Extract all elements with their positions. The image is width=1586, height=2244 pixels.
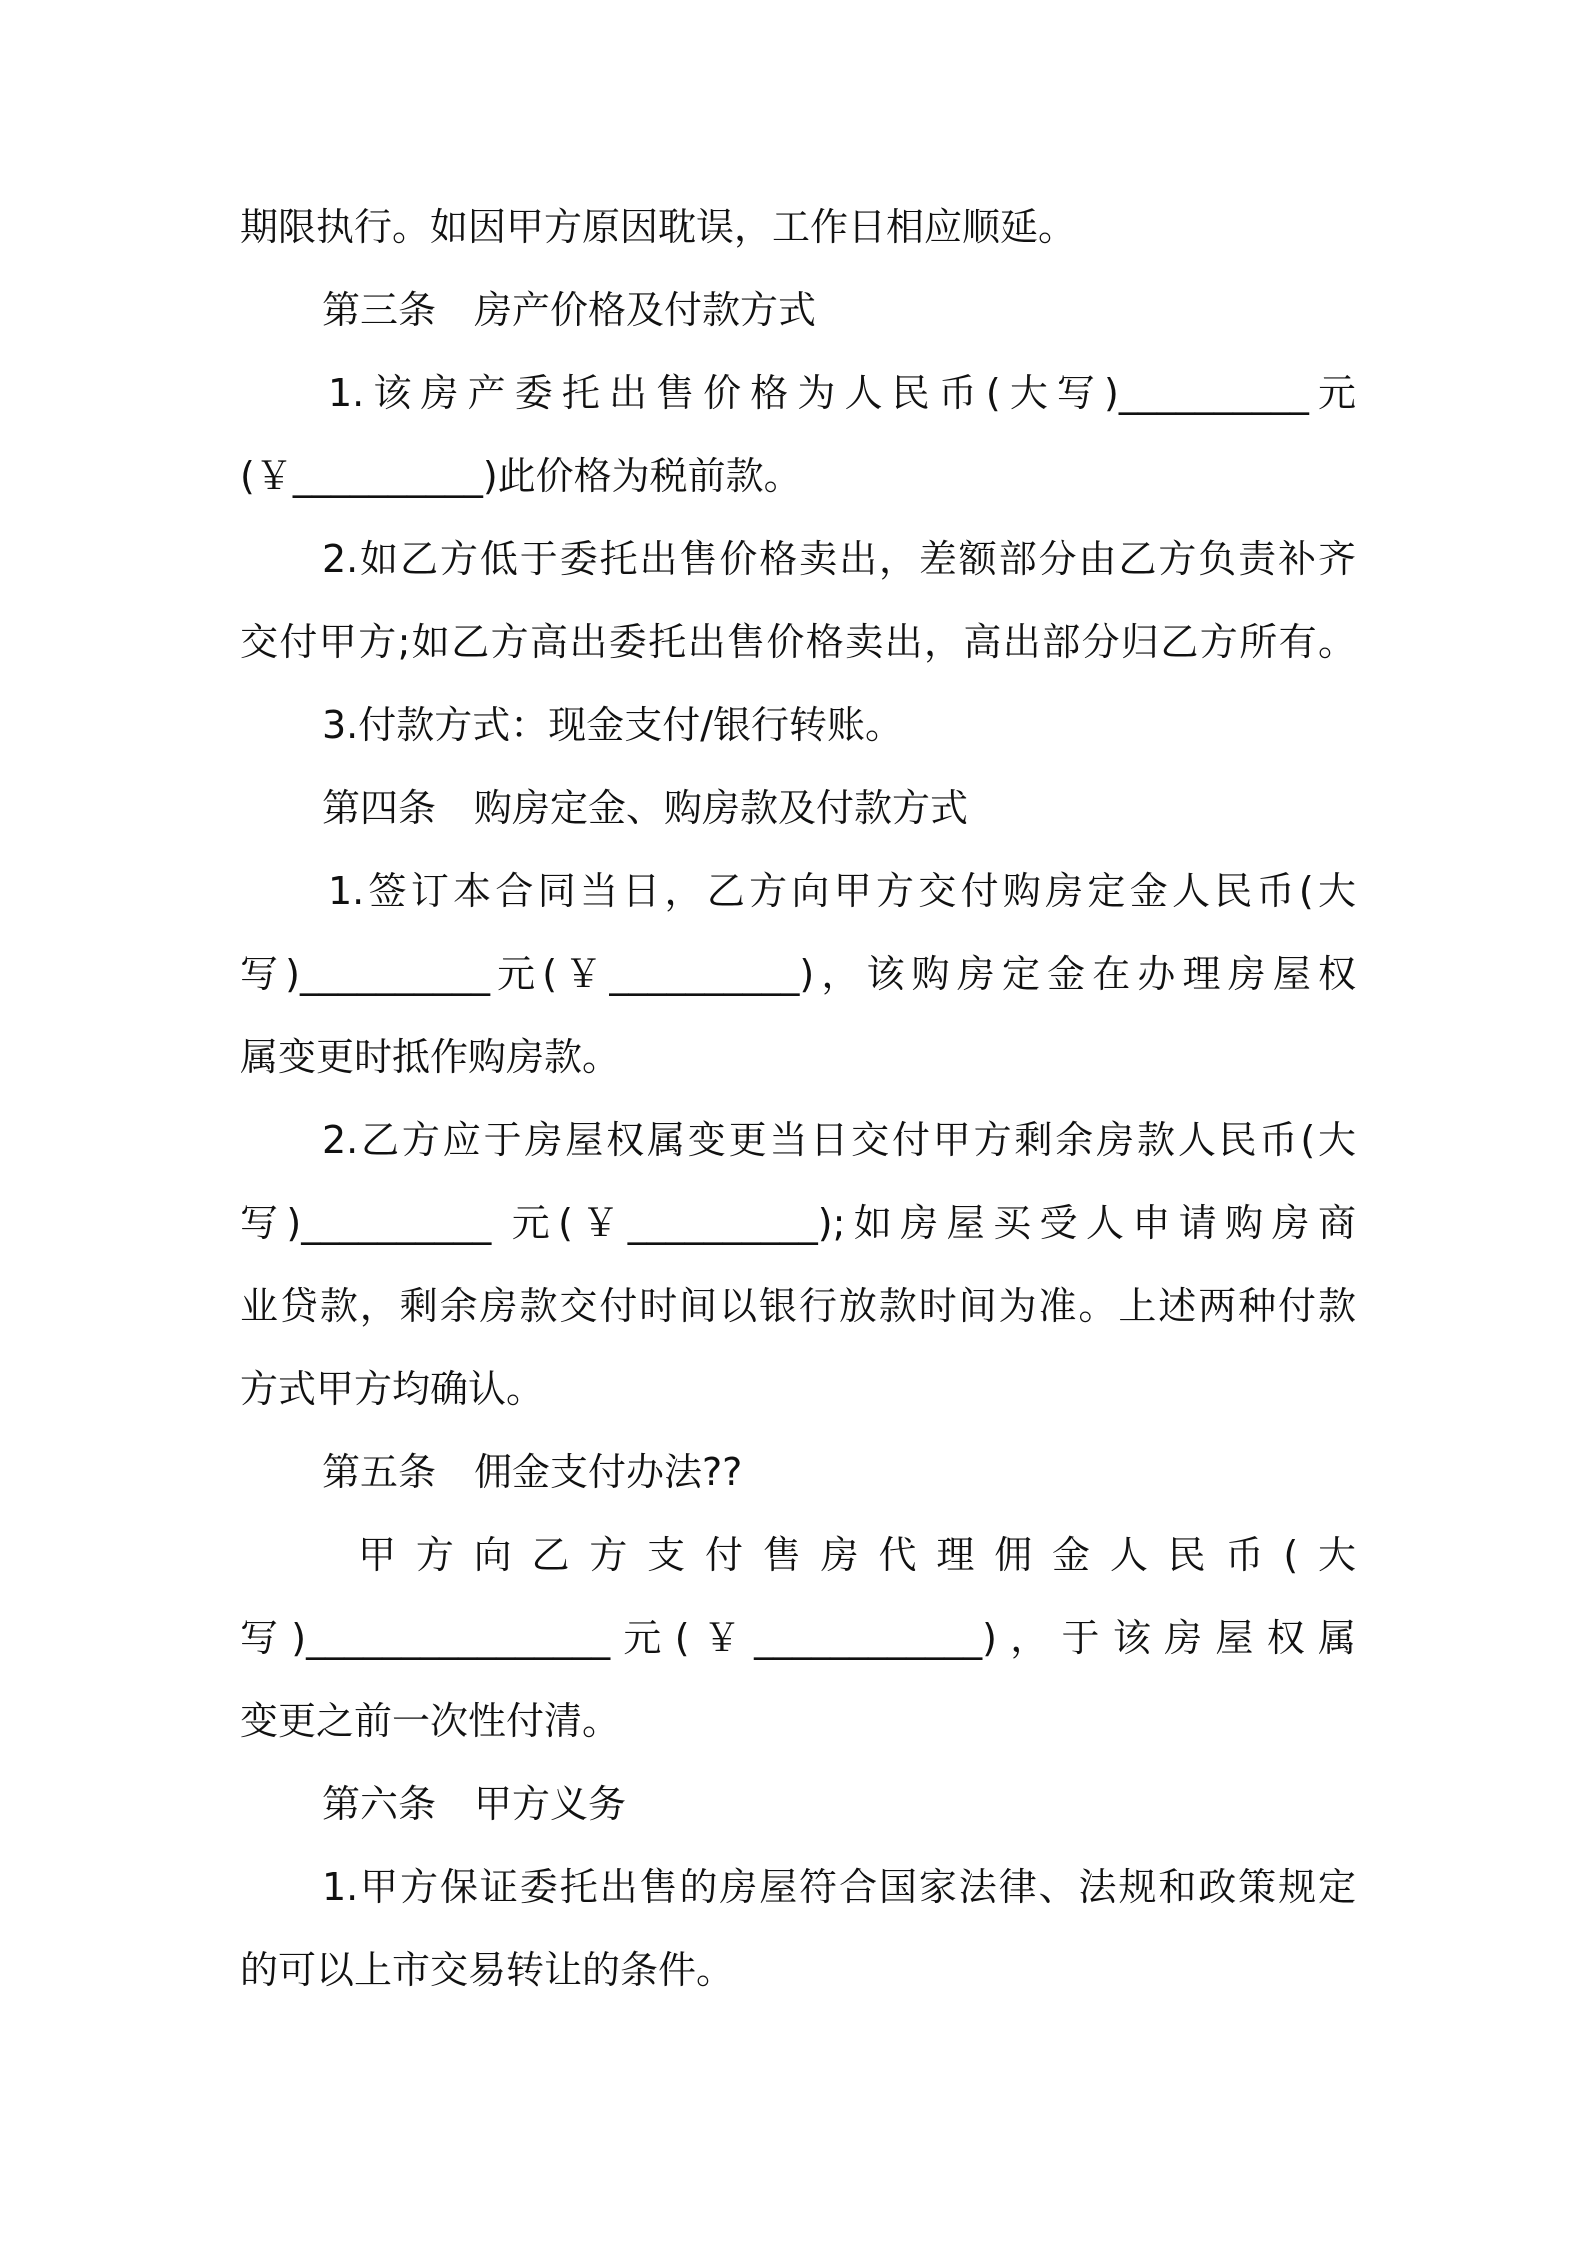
article-5-heading: 第五条 佣金支付办法??: [322, 1450, 743, 1494]
paragraph-line: 3.付款方式：现金支付/银行转账。: [322, 703, 904, 747]
paragraph-line: 业贷款，剩余房款交付时间以银行放款时间为准。上述两种付款: [240, 1284, 1356, 1328]
paragraph-line: (￥__________)此价格为税前款。: [240, 454, 802, 498]
paragraph-line: 写)________________元(￥____________)，于该房屋权属: [240, 1616, 1356, 1660]
paragraph-line: 属变更时抵作购房款。: [240, 1035, 621, 1079]
paragraph-line: 甲方向乙方支付售房代理佣金人民币(大: [358, 1533, 1356, 1577]
paragraph-line: 2.如乙方低于委托出售价格卖出，差额部分由乙方负责补齐: [322, 537, 1356, 581]
paragraph-line: 的可以上市交易转让的条件。: [240, 1948, 735, 1992]
paragraph-line: 1.该房产委托出售价格为人民币(大写)__________元: [328, 371, 1356, 415]
paragraph-line: 写)__________ 元(￥__________);如房屋买受人申请购房商: [240, 1201, 1356, 1245]
article-6-heading: 第六条 甲方义务: [322, 1782, 627, 1826]
paragraph-line: 1.甲方保证委托出售的房屋符合国家法律、法规和政策规定: [322, 1865, 1356, 1909]
article-3-heading: 第三条 房产价格及付款方式: [322, 288, 817, 332]
paragraph-line: 变更之前一次性付清。: [240, 1699, 621, 1743]
paragraph-line: 1.签订本合同当日，乙方向甲方交付购房定金人民币(大: [328, 869, 1356, 913]
article-4-heading: 第四条 购房定金、购房款及付款方式: [322, 786, 969, 830]
paragraph-line: 交付甲方;如乙方高出委托出售价格卖出，高出部分归乙方所有。: [240, 620, 1356, 664]
paragraph-line: 期限执行。如因甲方原因耽误，工作日相应顺延。: [240, 205, 1077, 249]
paragraph-line: 方式甲方均确认。: [240, 1367, 545, 1411]
paragraph-line: 2.乙方应于房屋权属变更当日交付甲方剩余房款人民币(大: [322, 1118, 1356, 1162]
paragraph-line: 写)__________元(￥__________)，该购房定金在办理房屋权: [240, 952, 1356, 996]
document-body: [240, 186, 1356, 2012]
